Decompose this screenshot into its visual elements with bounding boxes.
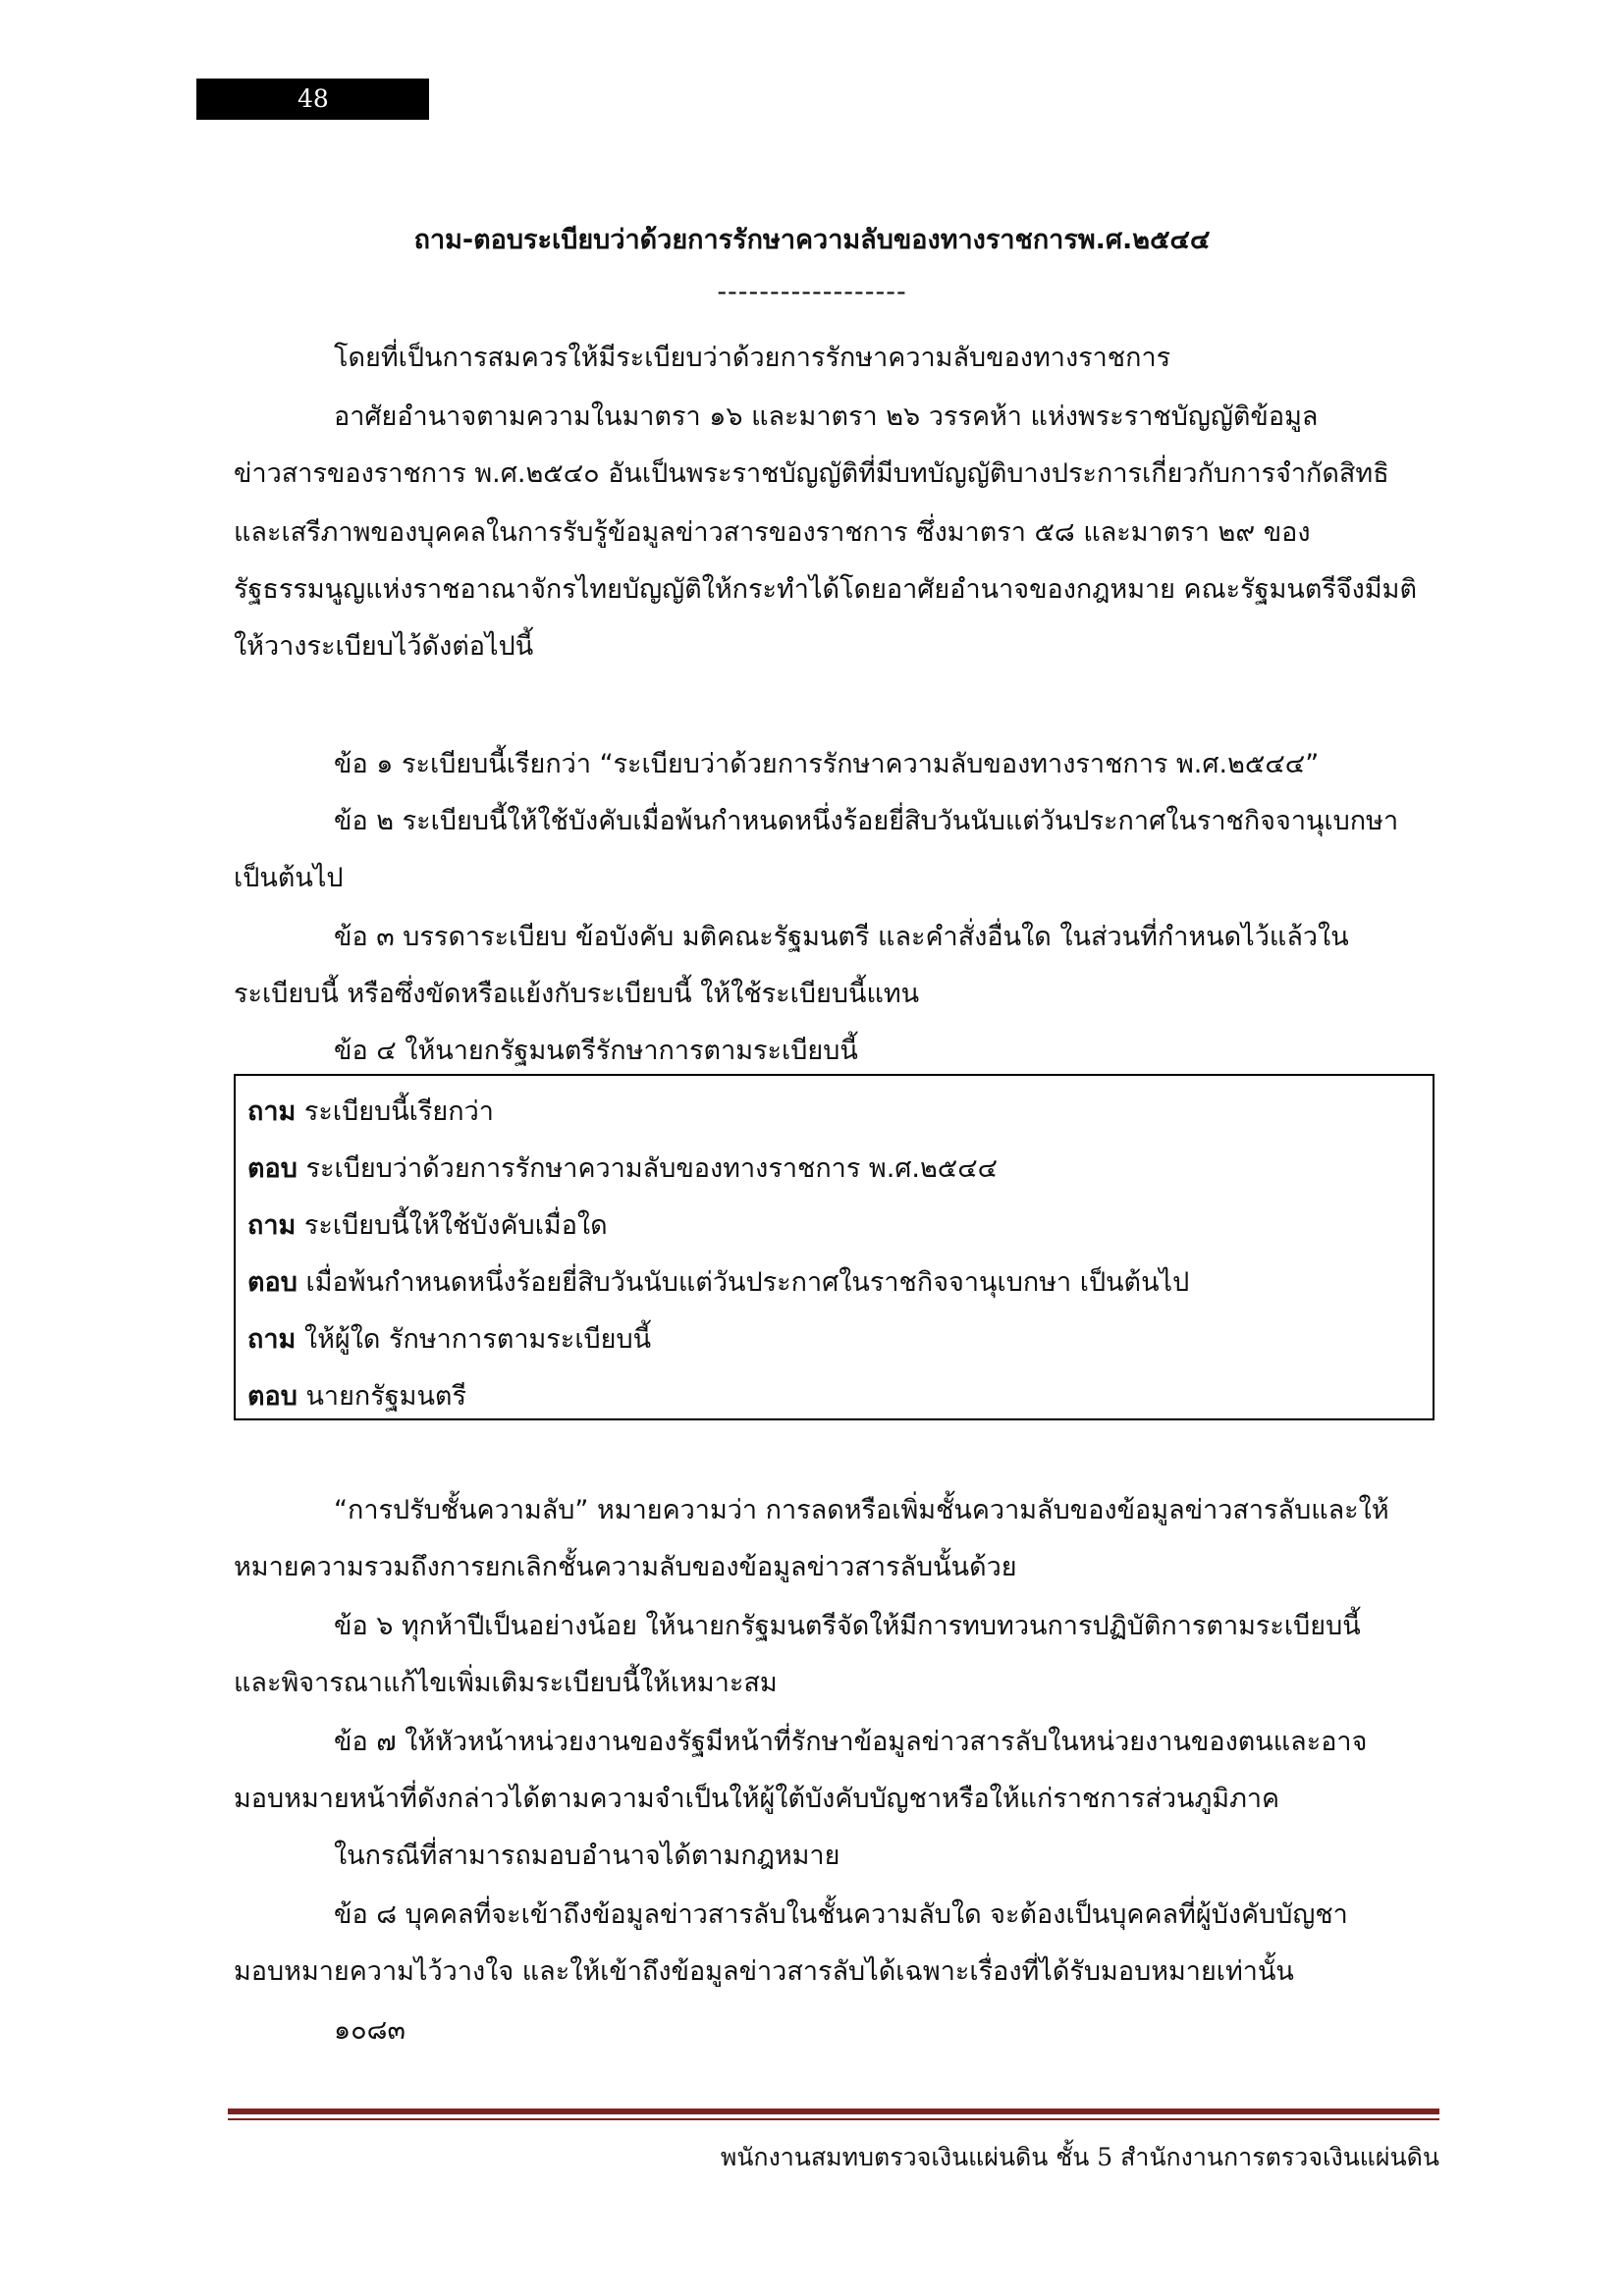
footer-rule <box>228 2109 1439 2114</box>
qa-label: ถาม <box>247 1210 297 1241</box>
preamble-line: อาศัยอำนาจตามความในมาตรา ๑๖ และมาตรา ๒๖ วรรคห้า แห่งพระราชบัญญัติข้อมูล <box>334 401 1319 432</box>
qa-label: ถาม <box>247 1096 297 1127</box>
preamble-line: และเสรีภาพของบุคคลในการรับรู้ข้อมูลข่าวสารของราชการ ซึ่งมาตรา ๕๘ และมาตรา ๒๙ ของ <box>234 517 1311 548</box>
document-title: ถาม-ตอบระเบียบว่าด้วยการรักษาความลับของทางราชการพ.ศ.๒๕๔๔ <box>413 225 1211 255</box>
clause-line: ข้อ ๓ บรรดาระเบียบ ข้อบังคับ มติคณะรัฐมนตรี และคำสั่งอื่นใด ในส่วนที่กำหนดไว้แล้วใน <box>334 922 1349 952</box>
qa-text: ระเบียบนี้เรียกว่า <box>296 1096 494 1127</box>
qa-label: ตอบ <box>247 1381 298 1412</box>
qa-question <box>247 1203 608 1246</box>
clause-line: ในกรณีที่สามารถมอบอำนาจได้ตามกฎหมาย <box>334 1841 840 1871</box>
clause-line: ข้อ ๒ ระเบียบนี้ให้ใช้บังคับเมื่อพ้นกำหนดหนึ่งร้อยยี่สิบวันนับแต่วันประกาศในราชกิจจานุเบกษา <box>334 806 1399 836</box>
qa-question <box>247 1090 494 1132</box>
preamble-line: รัฐธรรมนูญแห่งราชอาณาจักรไทยบัญญัติให้กระทำได้โดยอาศัยอำนาจของกฎหมาย คณะรัฐมนตรีจึงมีมติ <box>234 574 1417 605</box>
title-rule: ------------------ <box>717 277 907 307</box>
clause-line: ข้อ ๘ บุคคลที่จะเข้าถึงข้อมูลข่าวสารลับในชั้นความลับใด จะต้องเป็นบุคคลที่ผู้บังคับบัญชา <box>334 1899 1348 1930</box>
footer-text: พนักงานสมทบตรวจเงินแผ่นดิน ชั้น 5 สำนักงานการตรวจเงินแผ่นดิน <box>720 2143 1439 2171</box>
footer-rule-thin <box>228 2118 1439 2120</box>
qa-label: ตอบ <box>247 1153 298 1184</box>
qa-question <box>247 1317 651 1360</box>
qa-box <box>234 1074 1435 1420</box>
qa-text: ระเบียบว่าด้วยการรักษาความลับของทางราชการ พ.ศ.๒๕๔๔ <box>297 1153 999 1184</box>
preamble-line: ข่าวสารของราชการ พ.ศ.๒๕๔๐ อันเป็นพระราชบัญญัติที่มีบทบัญญัติบางประการเกี่ยวกับการจำกัดสิทธิ <box>234 458 1389 489</box>
qa-text: นายกรัฐมนตรี <box>297 1381 466 1412</box>
qa-answer <box>247 1147 998 1189</box>
clause-line: ข้อ ๑ ระเบียบนี้เรียกว่า “ระเบียบว่าด้วยการรักษาความลับของทางราชการ พ.ศ.๒๕๔๔” <box>334 749 1320 779</box>
clause-line: และพิจารณาแก้ไขเพิ่มเติมระเบียบนี้ให้เหมาะสม <box>234 1668 778 1698</box>
clause-line: ข้อ ๗ ให้หัวหน้าหน่วยงานของรัฐมีหน้าที่รักษาข้อมูลข่าวสารลับในหน่วยงานของตนและอาจ <box>334 1727 1368 1757</box>
preamble-line: ให้วางระเบียบไว้ดังต่อไปนี้ <box>234 631 534 662</box>
qa-label: ตอบ <box>247 1267 298 1298</box>
clause-line: เป็นต้นไป <box>234 863 344 893</box>
qa-answer <box>247 1374 466 1416</box>
clause-line: มอบหมายหน้าที่ดังกล่าวได้ตามความจำเป็นให้ผู้ใต้บังคับบัญชาหรือให้แก่ราชการส่วนภูมิภาค <box>234 1784 1280 1814</box>
clause-line: หมายความรวมถึงการยกเลิกชั้นความลับของข้อมูลข่าวสารลับนั้นด้วย <box>234 1552 1017 1582</box>
qa-text: ระเบียบนี้ให้ใช้บังคับเมื่อใด <box>296 1210 608 1241</box>
qa-answer <box>247 1260 1189 1303</box>
qa-text: ให้ผู้ใด รักษาการตามระเบียบนี้ <box>296 1324 652 1355</box>
clause-line: ข้อ ๖ ทุกห้าปีเป็นอย่างน้อย ให้นายกรัฐมนตรีจัดให้มีการทบทวนการปฏิบัติการตามระเบียบนี้ <box>334 1611 1361 1641</box>
clause-line: ข้อ ๔ ให้นายกรัฐมนตรีรักษาการตามระเบียบนี้ <box>334 1036 858 1066</box>
preamble-line: โดยที่เป็นการสมควรให้มีระเบียบว่าด้วยการรักษาความลับของทางราชการ <box>334 343 1171 373</box>
clause-line: “การปรับชั้นความลับ” หมายความว่า การลดหรือเพิ่มชั้นความลับของข้อมูลข่าวสารลับและให้ <box>334 1495 1389 1525</box>
page-number-badge: 48 <box>196 79 429 120</box>
qa-text: เมื่อพ้นกำหนดหนึ่งร้อยยี่สิบวันนับแต่วันประกาศในราชกิจจานุเบกษา เป็นต้นไป <box>297 1267 1190 1298</box>
clause-line: มอบหมายความไว้วางใจ และให้เข้าถึงข้อมูลข่าวสารลับได้เฉพาะเรื่องที่ได้รับมอบหมายเท่านั้น <box>234 1956 1294 1987</box>
qa-label: ถาม <box>247 1324 297 1355</box>
clause-line: ระเบียบนี้ หรือซึ่งขัดหรือแย้งกับระเบียบนี้ ให้ใช้ระเบียบนี้แทน <box>234 979 920 1009</box>
inner-page-number: ๑๐๘๓ <box>334 2015 406 2046</box>
